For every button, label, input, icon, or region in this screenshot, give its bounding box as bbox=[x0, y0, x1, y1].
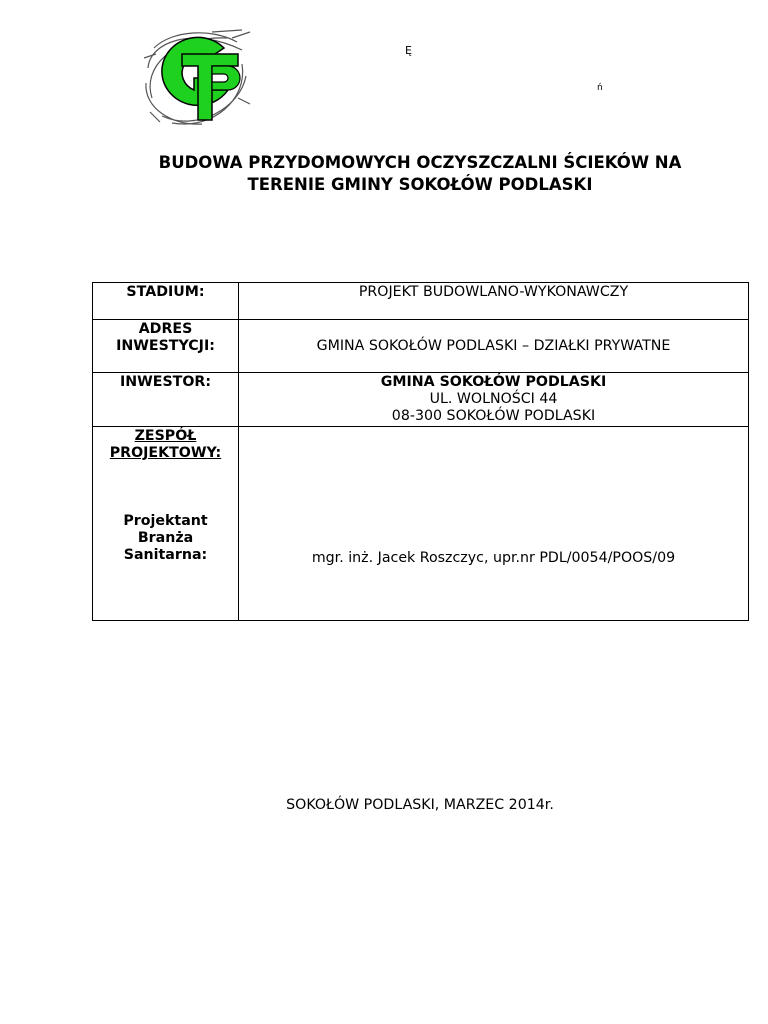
investor-value bbox=[239, 373, 749, 427]
table-row-address bbox=[93, 320, 749, 373]
address-value: GMINA SOKOŁÓW PODLASKI – DZIAŁKI PRYWATNE bbox=[239, 320, 749, 373]
project-info-table bbox=[92, 282, 749, 621]
spacer bbox=[97, 462, 234, 513]
design-team-value bbox=[239, 427, 749, 621]
design-team-heading: PROJEKTOWY: bbox=[109, 445, 222, 461]
document-title-line: TERENIE GMINY SOKOŁÓW PODLASKI bbox=[247, 175, 593, 194]
stadium-value: PROJEKT BUDOWLANO-WYKONAWCZY bbox=[239, 283, 749, 320]
document-title bbox=[100, 152, 740, 196]
investor-street: UL. WOLNOŚCI 44 bbox=[429, 391, 558, 407]
table-row-design-team bbox=[93, 427, 749, 621]
design-team-label bbox=[93, 427, 239, 621]
table-row-stadium bbox=[93, 283, 749, 320]
document-title-line: BUDOWA PRZYDOMOWYCH OCZYSZCZALNI ŚCIEKÓW NA bbox=[158, 153, 682, 172]
stray-character: Ę bbox=[405, 44, 412, 57]
designer-role-line: Projektant bbox=[123, 513, 208, 529]
place-and-date: SOKOŁÓW PODLASKI, MARZEC 2014r. bbox=[286, 797, 554, 813]
designer-role-line: Branża bbox=[137, 530, 194, 546]
company-logo bbox=[142, 28, 252, 128]
address-label-line: ADRES bbox=[138, 321, 193, 337]
designer-role-line: Sanitarna: bbox=[123, 547, 208, 563]
stray-character: ń bbox=[597, 83, 603, 93]
logo-graphic bbox=[142, 28, 252, 128]
address-label-line: INWESTYCJI: bbox=[116, 338, 215, 354]
designer-name: mgr. inż. Jacek Roszczyc, upr.nr PDL/0054/POOS/09 bbox=[311, 550, 676, 566]
investor-label: INWESTOR: bbox=[93, 373, 239, 427]
table-row-investor bbox=[93, 373, 749, 427]
logo-letter-p-bowl bbox=[212, 66, 240, 90]
design-team-heading: ZESPÓŁ bbox=[134, 428, 197, 444]
investor-city: 08-300 SOKOŁÓW PODLASKI bbox=[391, 408, 596, 424]
investor-name: GMINA SOKOŁÓW PODLASKI bbox=[380, 374, 607, 390]
stadium-label: STADIUM: bbox=[93, 283, 239, 320]
address-label bbox=[93, 320, 239, 373]
